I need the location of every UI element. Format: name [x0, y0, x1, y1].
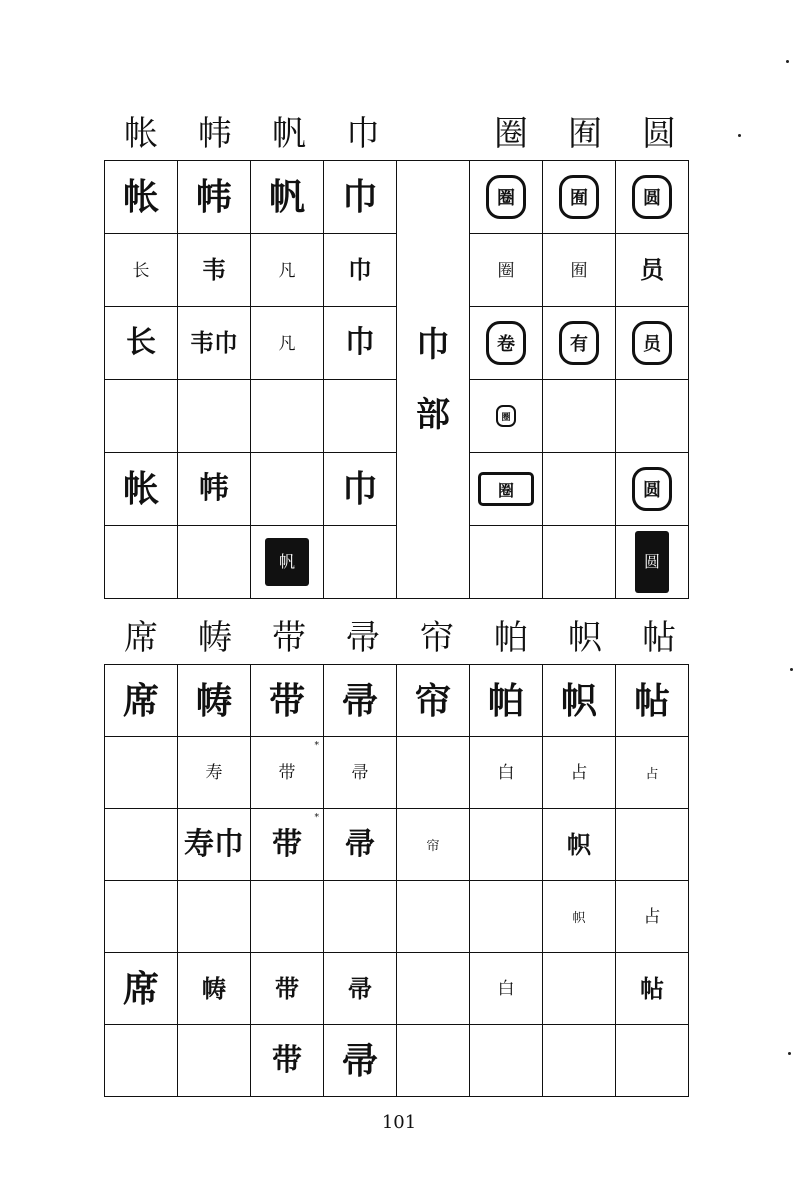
glyph-cell: [178, 380, 251, 453]
script-glyph: 囿: [570, 260, 588, 281]
glyph-cell: [324, 234, 397, 307]
margin-speck: [788, 1052, 791, 1055]
script-glyph: 韦巾: [190, 328, 238, 357]
script-glyph: 帜: [572, 911, 586, 926]
section1-glyph-table: [104, 160, 689, 599]
script-glyph: 员: [640, 255, 664, 284]
script-glyph: 占: [645, 767, 659, 782]
glyph-cell: [324, 809, 397, 881]
column-header-2: 帱: [198, 618, 232, 658]
glyph-cell: [616, 307, 689, 380]
glyph-cell: [543, 380, 616, 453]
glyph-cell: [324, 1025, 397, 1097]
table-row: [105, 665, 689, 737]
table-row: [105, 953, 689, 1025]
glyph-cell: [105, 953, 178, 1025]
table-row: [105, 737, 689, 809]
column-header-7: 囿: [568, 114, 602, 154]
glyph-cell: [324, 380, 397, 453]
glyph-cell: [543, 1025, 616, 1097]
script-glyph: 凡: [278, 333, 296, 354]
glyph-cell: [616, 809, 689, 881]
glyph-cell: [543, 526, 616, 599]
glyph-cell: [324, 307, 397, 380]
table-row: [105, 881, 689, 953]
glyph-cell: [105, 161, 178, 234]
script-glyph: 帐: [122, 176, 159, 218]
glyph-cell: [251, 665, 324, 737]
script-glyph: 长: [132, 260, 150, 281]
glyph-cell: [397, 881, 470, 953]
script-glyph: 帱: [202, 973, 226, 1003]
script-glyph: 韦: [202, 255, 226, 284]
column-header-1: 席: [124, 618, 158, 658]
script-glyph: 圈: [497, 260, 515, 281]
radical-char: 部: [416, 394, 450, 435]
script-glyph: 带: [275, 973, 299, 1003]
glyph-cell: [178, 1025, 251, 1097]
script-glyph: 带: [272, 1042, 302, 1078]
script-glyph: 白: [497, 979, 515, 999]
glyph-cell: [616, 234, 689, 307]
glyph-cell: [470, 380, 543, 453]
glyph-cell: [324, 526, 397, 599]
seal-glyph: 有: [559, 321, 599, 365]
glyph-cell: [105, 737, 178, 809]
glyph-cell: [178, 161, 251, 234]
seal-stamp-glyph: 帆: [265, 538, 309, 586]
glyph-cell: [616, 526, 689, 599]
glyph-cell: [251, 1025, 324, 1097]
glyph-cell: [470, 1025, 543, 1097]
column-header-5: 帘: [420, 618, 454, 658]
page-number: 101: [381, 1112, 417, 1133]
glyph-cell: [251, 953, 324, 1025]
glyph-cell: [543, 453, 616, 526]
glyph-cell: [616, 380, 689, 453]
glyph-cell: [178, 665, 251, 737]
glyph-cell: [397, 1025, 470, 1097]
asterisk-mark: *: [314, 813, 319, 823]
seal-glyph: 囿: [559, 175, 599, 219]
glyph-cell: [105, 809, 178, 881]
table-row: [105, 1025, 689, 1097]
glyph-cell: [543, 953, 616, 1025]
glyph-cell: [178, 307, 251, 380]
section2-glyph-table: [104, 664, 689, 1097]
glyph-cell: [105, 234, 178, 307]
script-glyph: 帖: [633, 679, 670, 722]
script-glyph: 占: [570, 763, 588, 783]
column-header-6: 帕: [494, 618, 528, 658]
glyph-cell: [178, 453, 251, 526]
glyph-cell: [616, 665, 689, 737]
glyph-cell: [178, 234, 251, 307]
glyph-cell: [105, 1025, 178, 1097]
column-header-7: 帜: [568, 618, 602, 658]
seal-glyph: 卷: [486, 321, 526, 365]
glyph-cell: [324, 453, 397, 526]
glyph-cell: [324, 881, 397, 953]
script-glyph: 巾: [341, 176, 378, 218]
script-glyph: 帆: [268, 176, 305, 218]
column-header-1: 帐: [124, 114, 158, 154]
glyph-cell: [178, 809, 251, 881]
glyph-cell: [470, 737, 543, 809]
script-glyph: 帜: [560, 679, 597, 722]
script-glyph: 凡: [278, 260, 296, 281]
column-header-3: 帆: [272, 114, 306, 154]
glyph-cell: [251, 307, 324, 380]
glyph-cell: [616, 737, 689, 809]
script-glyph: 巾: [345, 325, 375, 360]
glyph-cell: [178, 737, 251, 809]
glyph-cell: [251, 526, 324, 599]
glyph-cell: [105, 526, 178, 599]
glyph-cell: [543, 737, 616, 809]
seal-glyph: 圈: [496, 405, 516, 427]
section2-header-row: [104, 616, 696, 660]
glyph-cell: [543, 307, 616, 380]
glyph-cell: [470, 809, 543, 881]
script-glyph: 帚: [341, 1039, 378, 1082]
glyph-cell: [178, 953, 251, 1025]
script-glyph: 帱: [195, 679, 232, 722]
script-glyph: 帐: [122, 468, 159, 510]
script-glyph: 带: [278, 763, 296, 783]
glyph-cell: [178, 881, 251, 953]
script-glyph: 帏: [199, 471, 229, 506]
glyph-cell: [105, 453, 178, 526]
margin-speck: [786, 60, 789, 63]
column-header-4: 帚: [346, 618, 380, 658]
script-glyph: 帘: [426, 839, 440, 854]
glyph-cell: [616, 453, 689, 526]
script-glyph: 巾: [348, 255, 372, 284]
seal-glyph: 圈: [478, 472, 534, 506]
glyph-cell: [543, 881, 616, 953]
asterisk-mark: *: [314, 741, 319, 751]
seal-glyph: 圆: [632, 175, 672, 219]
script-glyph: 帘: [414, 679, 451, 722]
glyph-cell: [251, 737, 324, 809]
script-glyph: 帖: [640, 973, 664, 1003]
glyph-cell: [105, 307, 178, 380]
glyph-cell: [543, 234, 616, 307]
script-glyph: 巾: [341, 468, 378, 510]
glyph-cell: [470, 234, 543, 307]
column-header-8: 圆: [642, 114, 676, 154]
script-glyph: 帜: [567, 829, 591, 859]
script-glyph: 帚: [348, 973, 372, 1003]
glyph-cell: [105, 665, 178, 737]
script-glyph: 席: [122, 679, 159, 722]
script-glyph: 白: [497, 763, 515, 783]
glyph-cell: [251, 234, 324, 307]
seal-glyph: 圈: [486, 175, 526, 219]
glyph-cell: [324, 953, 397, 1025]
radical-char: 巾: [416, 324, 450, 365]
glyph-cell: [178, 526, 251, 599]
radical-label-cell: [397, 161, 470, 599]
seal-glyph: 圆: [632, 467, 672, 511]
script-glyph: 带: [272, 826, 302, 862]
glyph-cell: [470, 665, 543, 737]
script-glyph: 寿巾: [184, 826, 244, 862]
seal-glyph: 员: [632, 321, 672, 365]
glyph-cell: [470, 881, 543, 953]
glyph-cell: [397, 737, 470, 809]
glyph-cell: [251, 161, 324, 234]
seal-stamp-glyph: 圆: [635, 531, 669, 593]
glyph-cell: [324, 737, 397, 809]
margin-speck: [790, 668, 793, 671]
glyph-cell: [616, 881, 689, 953]
column-header-2: 帏: [198, 114, 232, 154]
glyph-cell: [543, 161, 616, 234]
glyph-cell: [470, 453, 543, 526]
glyph-cell: [397, 665, 470, 737]
script-glyph: 占: [643, 907, 661, 927]
glyph-cell: [251, 809, 324, 881]
table-row: [105, 809, 689, 881]
script-glyph: 长: [126, 325, 156, 360]
glyph-cell: [470, 161, 543, 234]
radical-label: [397, 310, 469, 450]
glyph-cell: [251, 881, 324, 953]
glyph-cell: [397, 953, 470, 1025]
script-glyph: 寿: [205, 763, 223, 783]
script-glyph: 带: [268, 679, 305, 722]
section1-header-row: [104, 112, 696, 156]
glyph-cell: [470, 307, 543, 380]
column-header-8: 帖: [642, 618, 676, 658]
glyph-cell: [616, 161, 689, 234]
script-glyph: 帚: [351, 763, 369, 783]
glyph-cell: [251, 380, 324, 453]
margin-speck: [738, 134, 741, 137]
glyph-cell: [543, 809, 616, 881]
glyph-cell: [324, 161, 397, 234]
glyph-cell: [251, 453, 324, 526]
script-glyph: 帏: [195, 176, 232, 218]
glyph-cell: [105, 380, 178, 453]
glyph-cell: [105, 881, 178, 953]
glyph-cell: [397, 809, 470, 881]
glyph-cell: [470, 526, 543, 599]
column-header-6: 圈: [494, 114, 528, 154]
column-header-4: 巾: [346, 114, 380, 154]
glyph-cell: [324, 665, 397, 737]
script-glyph: 帕: [487, 679, 524, 722]
table-row: [105, 161, 689, 234]
glyph-cell: [543, 665, 616, 737]
column-header-3: 带: [272, 618, 306, 658]
glyph-cell: [616, 1025, 689, 1097]
script-glyph: 帚: [345, 826, 375, 862]
script-glyph: 席: [122, 967, 159, 1010]
glyph-cell: [616, 953, 689, 1025]
glyph-cell: [470, 953, 543, 1025]
script-glyph: 帚: [341, 679, 378, 722]
